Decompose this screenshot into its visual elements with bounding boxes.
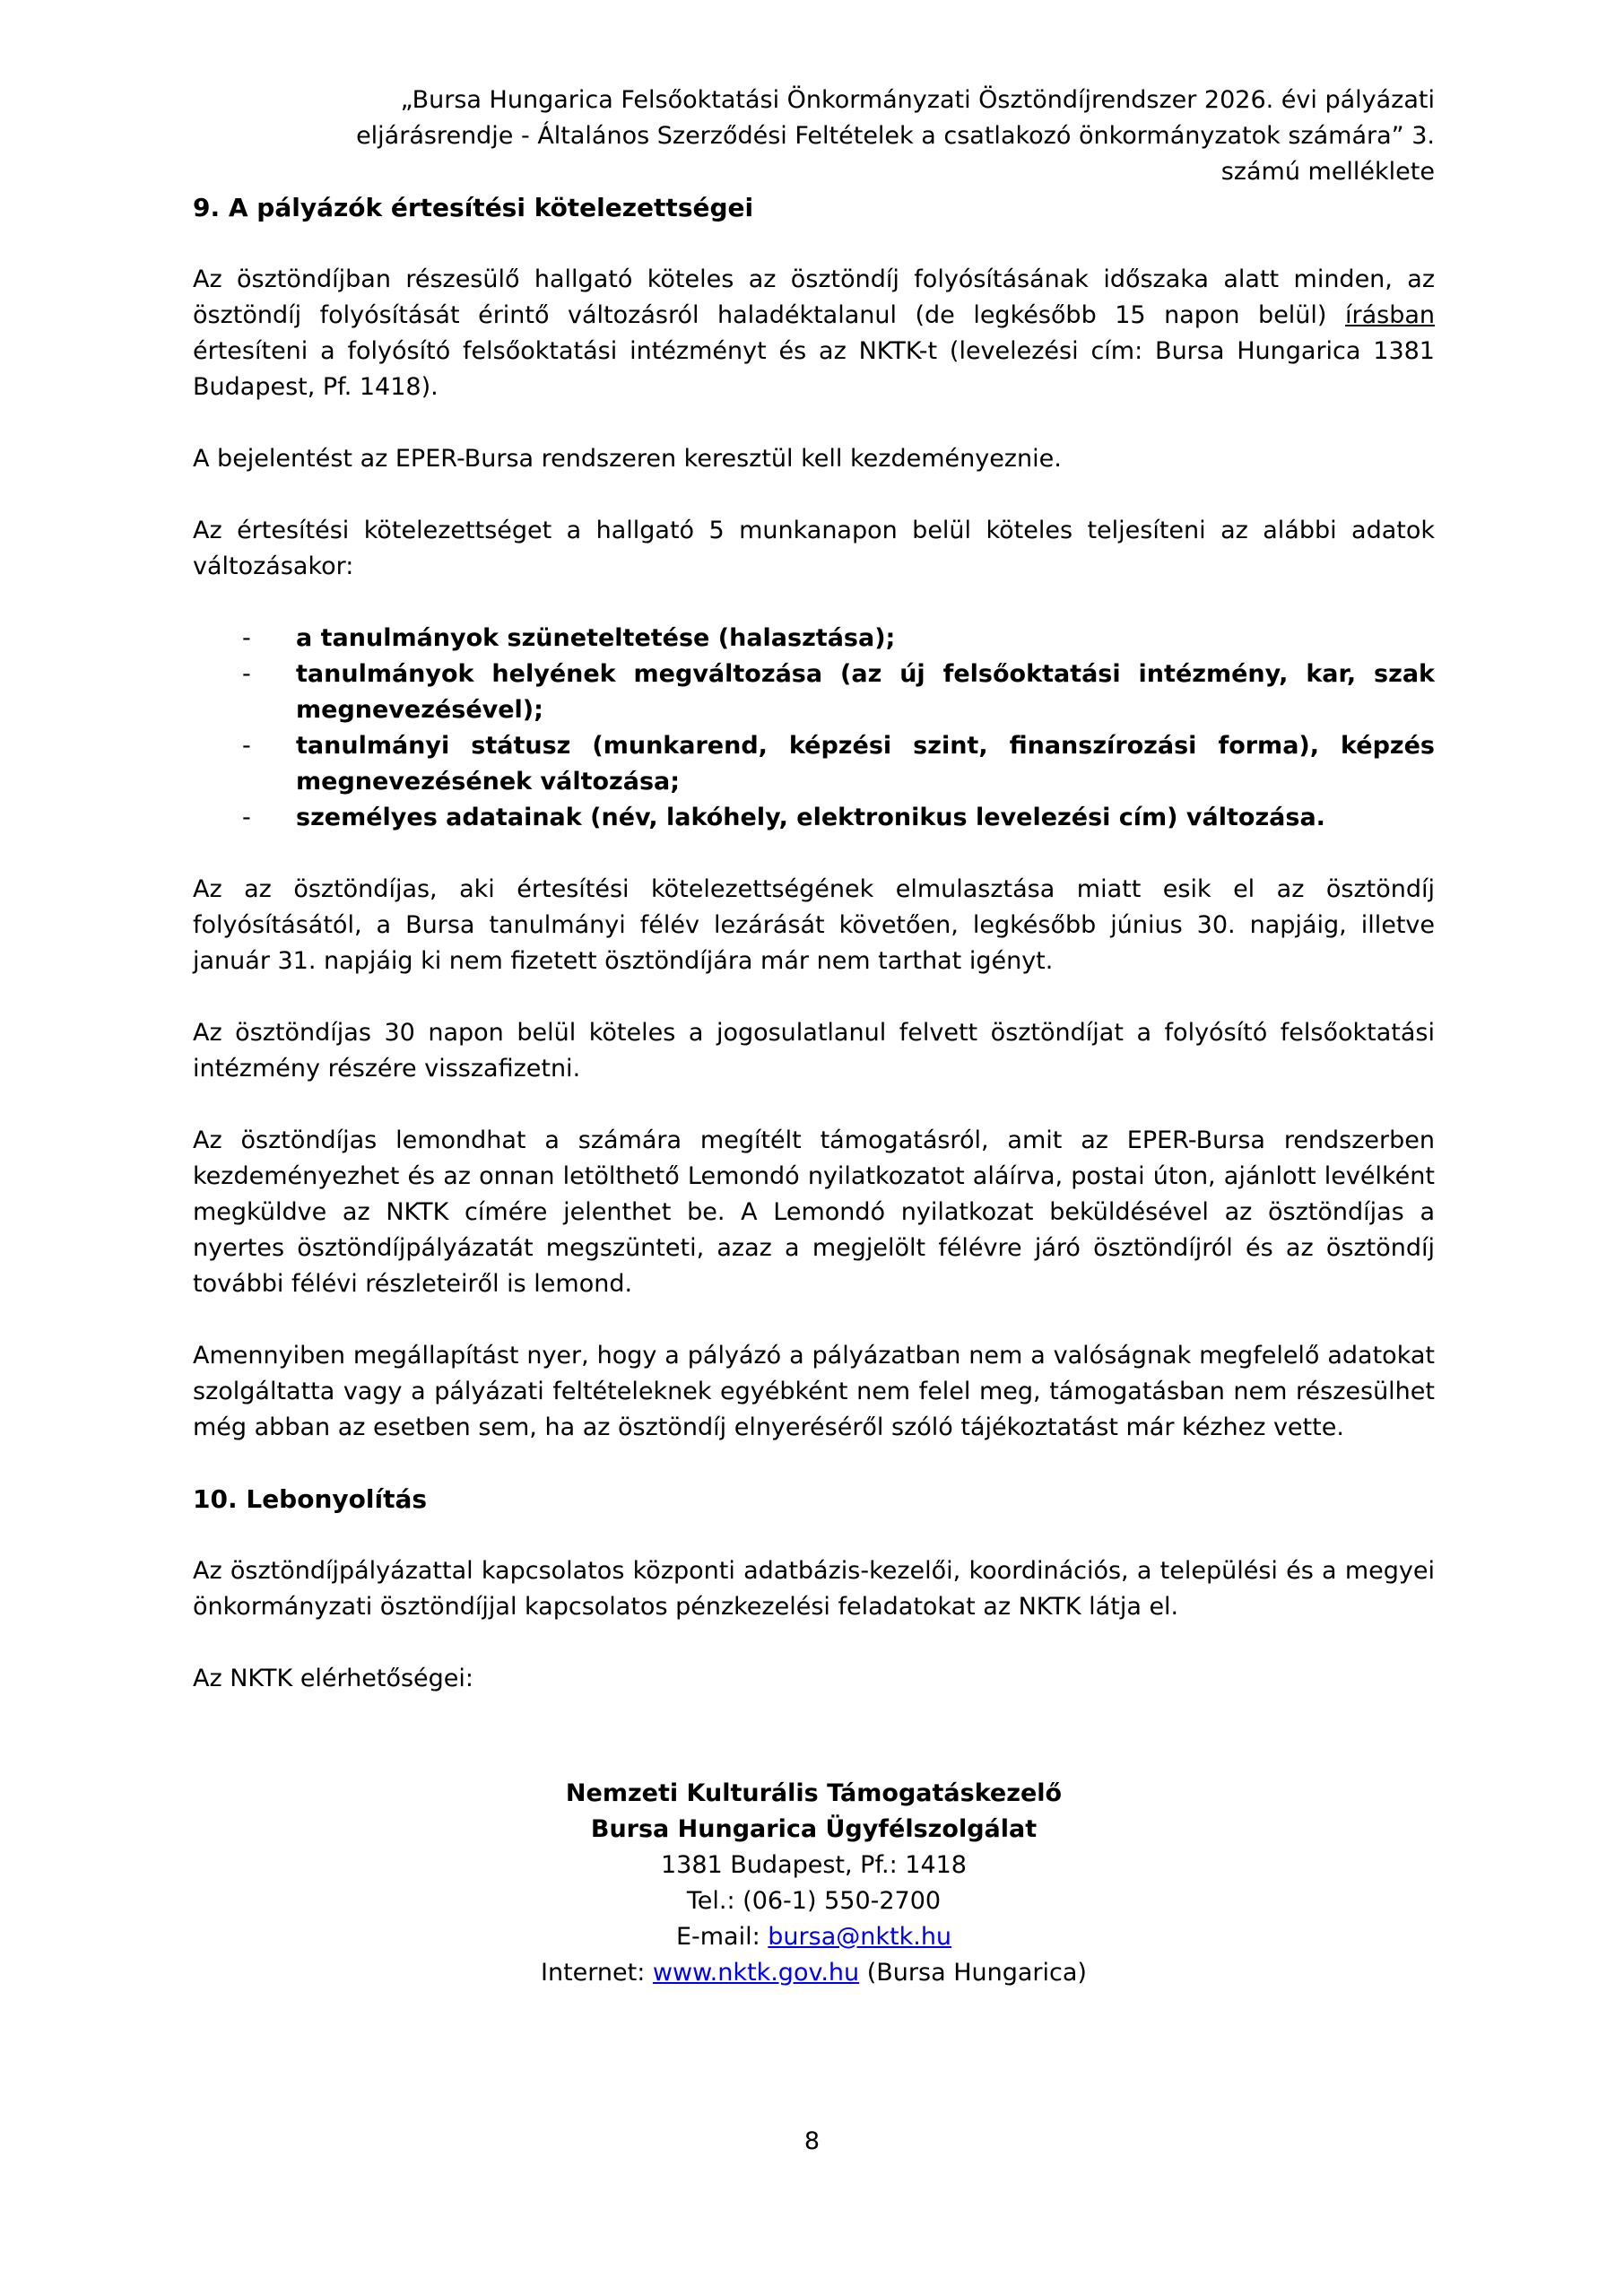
contact-email-line (193, 1919, 1435, 1955)
section-9-paragraph-3: Az értesítési kötelezettséget a hallgató 5 munkanapon belül köteles teljesíteni az alábbi adatok változásakor: (193, 517, 1435, 580)
paragraph-text-after: értesíteni a folyósító felsőoktatási intézményt és az NKTK-t (levelezési cím: Bursa Hungarica 1381 Budapest, Pf. 1418). (193, 337, 1435, 401)
section-10-paragraph-2: Az NKTK elérhetőségei: (193, 1665, 474, 1692)
section-9-heading: 9. A pályázók értesítési kötelezettségei (193, 193, 754, 222)
section-9-paragraph-1 (193, 262, 1435, 405)
list-item (242, 657, 1435, 728)
list-item-text: tanulmányi státusz (munkarend, képzési szint, finanszírozási forma), képzés megnevezésének változása; (296, 732, 1435, 796)
website-link[interactable]: www.nktk.gov.hu (652, 1959, 860, 1987)
list-item (242, 728, 1435, 800)
header-line-3: számú melléklete (1220, 158, 1435, 186)
contact-internet-line (193, 1955, 1435, 1991)
contact-org-name: Nemzeti Kulturális Támogatáskezelő (565, 1779, 1063, 1807)
contact-service-name: Bursa Hungarica Ügyfélszolgálat (590, 1815, 1038, 1843)
list-item-marker: - (242, 624, 251, 652)
list-item-marker: - (242, 660, 251, 688)
list-item-marker: - (242, 732, 251, 760)
list-item-text: tanulmányok helyének megváltozása (az új felsőoktatási intézmény, kar, szak megnevezésével); (296, 660, 1435, 724)
section-10-heading: 10. Lebonyolítás (193, 1484, 428, 1514)
section-9-paragraph-2: A bejelentést az EPER-Bursa rendszeren keresztül kell kezdeményeznie. (193, 445, 1062, 473)
list-item-marker: - (242, 804, 251, 831)
section-9-paragraph-7: Amennyiben megállapítást nyer, hogy a pályázó a pályázatban nem a valóságnak megfelelő adatokat szolgáltatta vagy a pályázati feltételeknek egyébként nem felel meg, támogatásban nem részesülhet még abban az esetben sem, ha az ösztöndíj elnyeréséről szóló tájékoztatást már kézhez vette. (193, 1342, 1435, 1441)
internet-label: Internet: (541, 1959, 653, 1987)
section-10-paragraph-1: Az ösztöndíjpályázattal kapcsolatos központi adatbázis-kezelői, koordinációs, a települési és a megyei önkormányzati ösztöndíjjal kapcsolatos pénzkezelési feladatokat az NKTK látja el. (193, 1557, 1435, 1621)
contact-address: 1381 Budapest, Pf.: 1418 (661, 1851, 967, 1879)
notification-change-list (193, 621, 1435, 836)
email-link[interactable]: bursa@nktk.hu (768, 1923, 952, 1951)
header-line-1: „Bursa Hungarica Felsőoktatási Önkormányzati Ösztöndíjrendszer 2026. évi pályázati (400, 86, 1435, 114)
list-item-text: személyes adatainak (név, lakóhely, elektronikus levelezési cím) változása. (296, 804, 1325, 831)
section-9-paragraph-6: Az ösztöndíjas lemondhat a számára megítélt támogatásról, amit az EPER-Bursa rendszerben kezdeményezhet és az onnan letölthető Lemondó nyilatkozatot aláírva, postai úton, ajánlott levélként megküldve az NKTK címére jelenthet be. A Lemondó nyilatkozat beküldésével az ösztöndíjas a nyertes ösztöndíjpályázatát megszünteti, azaz a megjelölt félévre járó ösztöndíjról és az ösztöndíj további félévi részleteiről is lemond. (193, 1126, 1435, 1298)
internet-suffix: (Bursa Hungarica) (859, 1959, 1087, 1987)
section-9-paragraph-5: Az ösztöndíjas 30 napon belül köteles a jogosulatlanul felvett ösztöndíjat a folyósító felsőoktatási intézmény részére visszafizetni. (193, 1019, 1435, 1083)
section-9-paragraph-4: Az az ösztöndíjas, aki értesítési kötelezettségének elmulasztása miatt esik el az ösztöndíj folyósításától, a Bursa tanulmányi félév lezárását követően, legkésőbb június 30. napjáig, illetve január 31. napjáig ki nem fizetett ösztöndíjára már nem tarthat igényt. (193, 875, 1435, 975)
document-header (193, 83, 1435, 190)
underlined-word-irasban: írásban (1344, 301, 1435, 329)
list-item-text: a tanulmányok szüneteltetése (halasztása); (296, 624, 896, 652)
nktk-contact-block (193, 1776, 1435, 1991)
list-item (242, 621, 1435, 657)
header-line-2: eljárásrendje - Általános Szerződési Feltételek a csatlakozó önkormányzatok számára” 3. (356, 122, 1435, 150)
email-label: E-mail: (675, 1923, 769, 1951)
paragraph-text-before: Az ösztöndíjban részesülő hallgató köteles az ösztöndíj folyósításának időszaka alatt minden, az ösztöndíj folyósítását érintő változásról haladéktalanul (de legkésőbb 15 napon belül) (193, 265, 1435, 329)
page-number: 8 (803, 2127, 821, 2155)
list-item (242, 800, 1435, 836)
contact-phone: Tel.: (06-1) 550-2700 (686, 1887, 942, 1915)
